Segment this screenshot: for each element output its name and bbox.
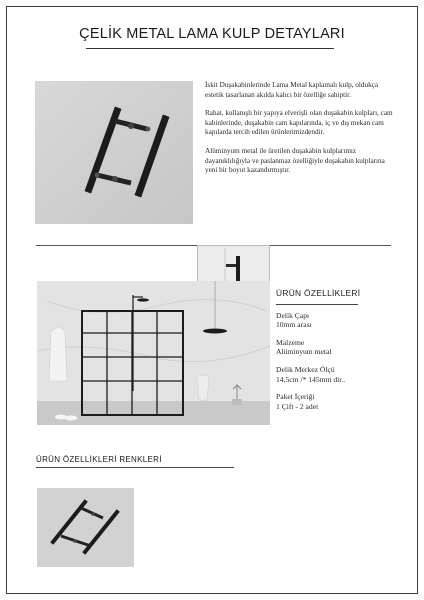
shower-cabin-image xyxy=(37,281,270,425)
description-paragraph: Rahat, kullanışlı bir yapıya elverişli olan duşakabin kulpları, cam kabinlerinde, duşakabin cam kapılarında, iç ve dış mekan cam kapılarda tercih edilen ürünlerimizdendir. xyxy=(205,109,393,137)
spec-item xyxy=(276,392,406,411)
colors-heading: ÜRÜN ÖZELLİKLERİ RENKLERİ xyxy=(36,455,162,464)
spec-item xyxy=(276,311,406,330)
spec-value: 1 Çift - 2 adet xyxy=(276,401,319,411)
specs-heading: ÜRÜN ÖZELLİKLERİ xyxy=(276,288,361,298)
spec-label: Delik Çapı xyxy=(276,310,310,320)
colors-heading-divider xyxy=(36,467,234,468)
page-title: ÇELİK METAL LAMA KULP DETAYLARI xyxy=(79,26,345,42)
specs-heading-divider xyxy=(276,304,358,305)
spec-item xyxy=(276,365,406,384)
spec-label: Paket İçeriği xyxy=(276,392,315,402)
spec-item xyxy=(276,338,406,357)
title-divider xyxy=(86,48,334,49)
spec-value: 14,5cm /* 145mm dir.. xyxy=(276,374,346,384)
spec-label: Malzeme xyxy=(276,337,305,347)
spec-value: 10mm arası xyxy=(276,320,312,330)
spec-value: Alüminyum metal xyxy=(276,347,332,357)
product-description xyxy=(205,81,395,185)
product-specs xyxy=(276,289,406,419)
hero-handle-image xyxy=(35,81,193,224)
description-paragraph: İskit Duşakabinlerinde Lama Metal kaplamalı kulp, oldukça estetik tasarlanan akılda kalıcı bir özelliğe sahiptir. xyxy=(205,81,379,99)
description-paragraph: Alüminyum metal ile üretilen duşakabin kulplarımız dayanıklılığıyla ve paslanmaz özelliğiyle duşakabin kulplarına yeni bir boyut kazandırmıştır. xyxy=(205,146,385,175)
spec-label: Delik Merkez Ölçü xyxy=(276,364,335,374)
black-handle-color-image xyxy=(37,488,134,567)
